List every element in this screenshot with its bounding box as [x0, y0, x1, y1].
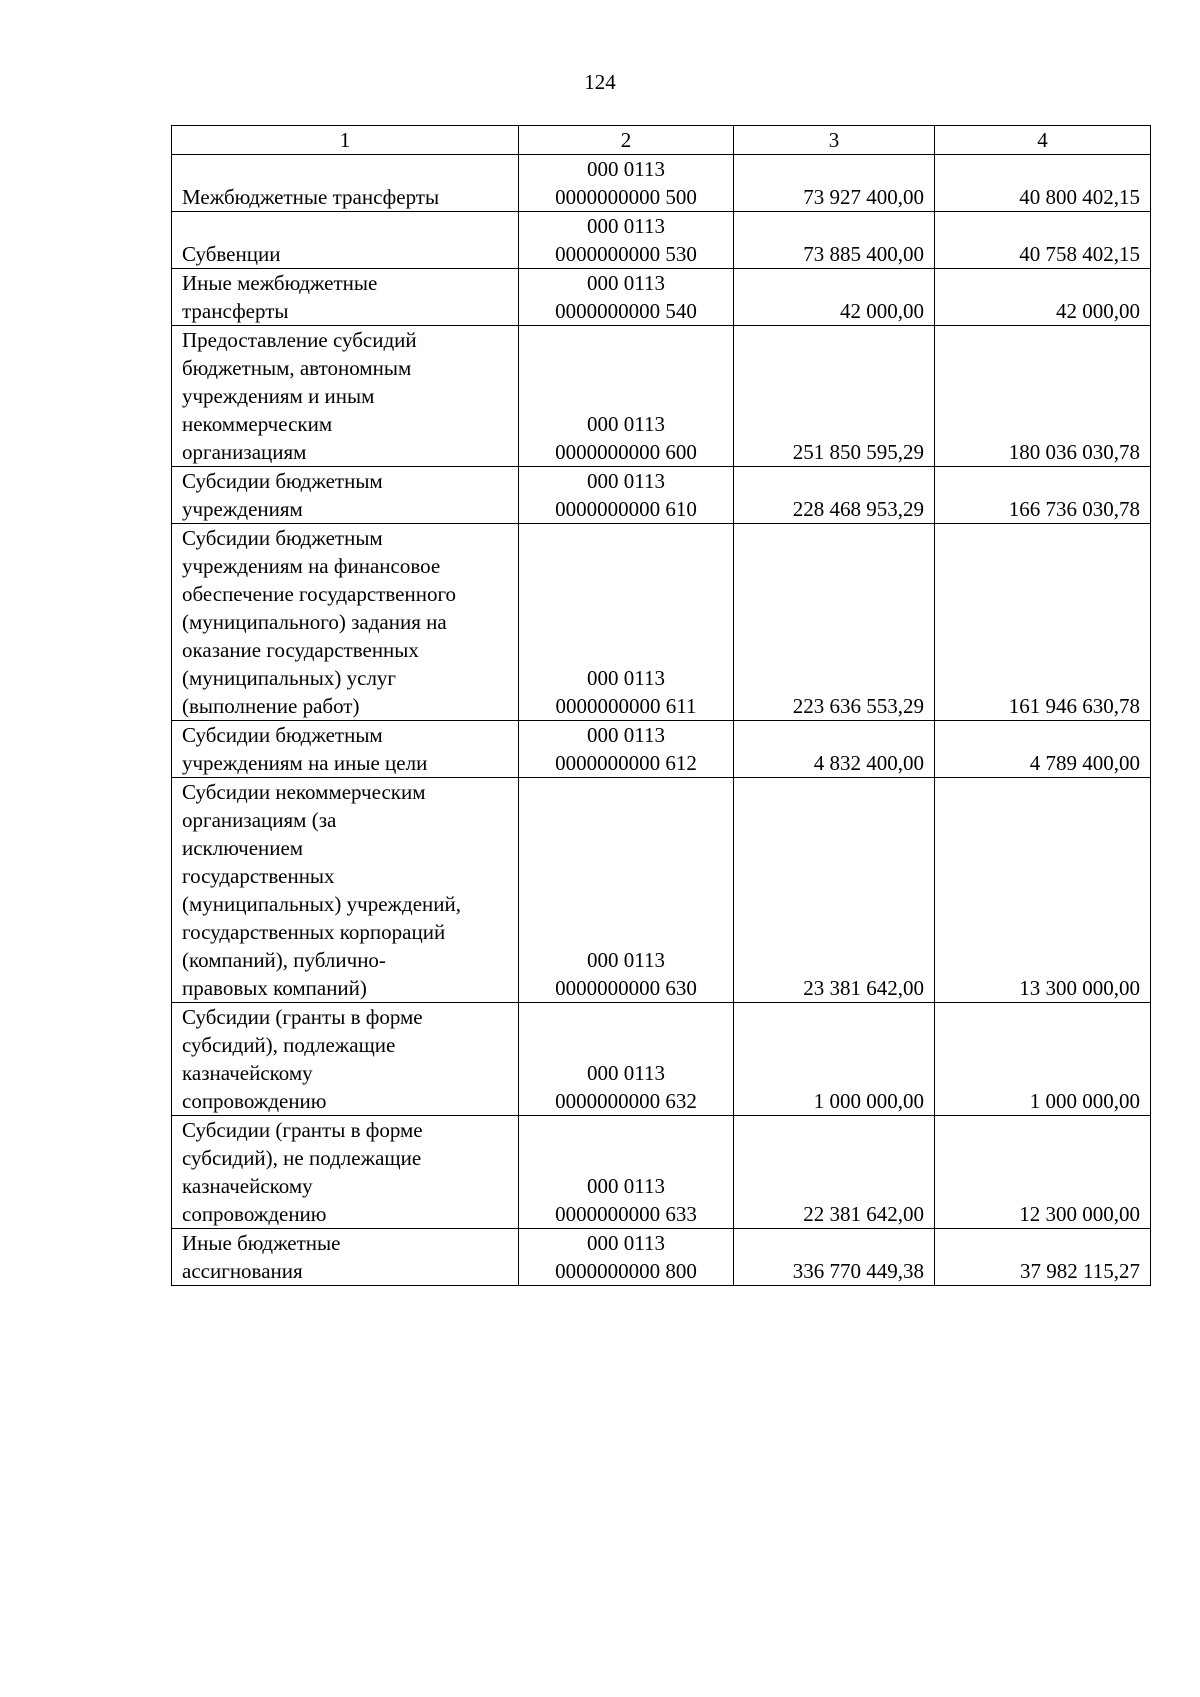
row-code-cell — [519, 1116, 734, 1229]
row-name-line: исключением — [182, 836, 304, 860]
row-value-col-3: 336 770 449,38 — [734, 1229, 935, 1286]
row-value-col-4: 12 300 000,00 — [935, 1116, 1151, 1229]
row-value-col-3: 73 927 400,00 — [734, 155, 935, 212]
row-name-line: Предоставление субсидий — [182, 328, 417, 352]
row-code-line: 0000000000 632 — [555, 1089, 697, 1113]
row-value-col-4: 1 000 000,00 — [935, 1003, 1151, 1116]
row-name-cell — [172, 721, 519, 778]
row-value-col-3: 228 468 953,29 — [734, 467, 935, 524]
row-name-line: Субсидии (гранты в форме — [182, 1118, 423, 1142]
row-value-col-4: 180 036 030,78 — [935, 326, 1151, 467]
header-col-4: 4 — [935, 126, 1151, 155]
row-code-cell — [519, 326, 734, 467]
row-code-line: 0000000000 530 — [555, 242, 697, 266]
row-code-line: 0000000000 630 — [555, 976, 697, 1000]
table-row — [172, 1003, 1151, 1116]
row-code-cell — [519, 1003, 734, 1116]
row-name-line: Иные бюджетные — [182, 1231, 341, 1255]
row-value-col-4: 13 300 000,00 — [935, 778, 1151, 1003]
table-row — [172, 721, 1151, 778]
row-name-line: Межбюджетные трансферты — [182, 185, 440, 209]
row-name-line: (выполнение работ) — [182, 694, 360, 718]
row-code-cell — [519, 269, 734, 326]
row-name-line: правовых компаний) — [182, 976, 367, 1000]
row-code-line: 000 0113 — [587, 412, 665, 436]
row-value-col-3: 251 850 595,29 — [734, 326, 935, 467]
row-name-cell — [172, 1229, 519, 1286]
row-name-cell — [172, 326, 519, 467]
row-name-line: учреждениям на финансовое — [182, 554, 441, 578]
header-col-2: 2 — [519, 126, 734, 155]
row-name-line: государственных — [182, 864, 335, 888]
row-value-col-3: 42 000,00 — [734, 269, 935, 326]
table-body — [172, 155, 1151, 1286]
row-name-line: обеспечение государственного — [182, 582, 457, 606]
row-name-line: казначейскому — [182, 1174, 313, 1198]
row-code-cell — [519, 524, 734, 721]
table-row — [172, 326, 1151, 467]
row-name-line: некоммерческим — [182, 412, 333, 436]
row-code-cell — [519, 1229, 734, 1286]
row-name-line: (муниципальных) учреждений, — [182, 892, 461, 916]
row-name-line: Субвенции — [182, 242, 281, 266]
row-name-line: субсидий), не подлежащие — [182, 1146, 422, 1170]
row-value-col-3: 23 381 642,00 — [734, 778, 935, 1003]
row-value-col-3: 223 636 553,29 — [734, 524, 935, 721]
row-value-col-4: 40 758 402,15 — [935, 212, 1151, 269]
row-name-line: Субсидии бюджетным — [182, 526, 383, 550]
row-code-line: 000 0113 — [587, 271, 665, 295]
row-name-cell — [172, 269, 519, 326]
row-name-line: трансферты — [182, 299, 289, 323]
row-code-line: 0000000000 612 — [555, 751, 697, 775]
row-name-line: учреждениям на иные цели — [182, 751, 428, 775]
row-name-cell — [172, 778, 519, 1003]
row-name-line: (муниципального) задания на — [182, 610, 447, 634]
row-name-line: субсидий), подлежащие — [182, 1033, 396, 1057]
page-number: 124 — [584, 70, 616, 94]
row-value-col-3: 1 000 000,00 — [734, 1003, 935, 1116]
row-name-line: государственных корпораций — [182, 920, 446, 944]
row-value-col-3: 73 885 400,00 — [734, 212, 935, 269]
row-name-cell — [172, 467, 519, 524]
row-code-line: 000 0113 — [587, 723, 665, 747]
row-name-line: Субсидии (гранты в форме — [182, 1005, 423, 1029]
row-code-cell — [519, 212, 734, 269]
row-code-cell — [519, 721, 734, 778]
row-name-cell — [172, 1003, 519, 1116]
table-row — [172, 1229, 1151, 1286]
row-name-line: сопровождению — [182, 1089, 327, 1113]
row-code-line: 0000000000 800 — [555, 1259, 697, 1283]
row-code-cell — [519, 467, 734, 524]
row-code-line: 000 0113 — [587, 469, 665, 493]
row-name-cell — [172, 1116, 519, 1229]
row-code-line: 000 0113 — [587, 666, 665, 690]
row-code-line: 000 0113 — [587, 157, 665, 181]
row-name-line: учреждениям и иным — [182, 384, 375, 408]
table-row — [172, 778, 1151, 1003]
row-code-line: 0000000000 633 — [555, 1202, 697, 1226]
row-code-line: 0000000000 500 — [555, 185, 697, 209]
row-name-line: оказание государственных — [182, 638, 419, 662]
header-row — [172, 126, 1151, 155]
row-name-line: организациям — [182, 440, 307, 464]
row-code-line: 0000000000 611 — [555, 694, 697, 718]
row-name-line: казначейскому — [182, 1061, 313, 1085]
row-name-line: Субсидии некоммерческим — [182, 780, 426, 804]
header-col-3: 3 — [734, 126, 935, 155]
row-name-line: Субсидии бюджетным — [182, 469, 383, 493]
row-code-line: 0000000000 600 — [555, 440, 697, 464]
table-row — [172, 524, 1151, 721]
row-name-line: (компаний), публично- — [182, 948, 386, 972]
header-col-1: 1 — [172, 126, 519, 155]
row-name-cell — [172, 212, 519, 269]
row-name-line: Субсидии бюджетным — [182, 723, 383, 747]
row-name-line: ассигнования — [182, 1259, 303, 1283]
table-row — [172, 467, 1151, 524]
row-value-col-4: 40 800 402,15 — [935, 155, 1151, 212]
row-name-line: учреждениям — [182, 497, 303, 521]
row-value-col-4: 42 000,00 — [935, 269, 1151, 326]
table-row — [172, 1116, 1151, 1229]
row-code-line: 000 0113 — [587, 214, 665, 238]
row-value-col-4: 4 789 400,00 — [935, 721, 1151, 778]
row-value-col-3: 22 381 642,00 — [734, 1116, 935, 1229]
table-row — [172, 269, 1151, 326]
row-value-col-4: 166 736 030,78 — [935, 467, 1151, 524]
row-code-line: 000 0113 — [587, 1231, 665, 1255]
table-header — [172, 126, 1151, 155]
row-name-line: сопровождению — [182, 1202, 327, 1226]
row-code-cell — [519, 155, 734, 212]
row-name-line: организациям (за — [182, 808, 337, 832]
table-row — [172, 212, 1151, 269]
row-name-cell — [172, 155, 519, 212]
row-code-cell — [519, 778, 734, 1003]
row-code-line: 000 0113 — [587, 1174, 665, 1198]
row-name-line: Иные межбюджетные — [182, 271, 378, 295]
row-value-col-4: 161 946 630,78 — [935, 524, 1151, 721]
row-value-col-3: 4 832 400,00 — [734, 721, 935, 778]
row-name-line: (муниципальных) услуг — [182, 666, 397, 690]
row-name-cell — [172, 524, 519, 721]
row-value-col-4: 37 982 115,27 — [935, 1229, 1151, 1286]
row-code-line: 000 0113 — [587, 1061, 665, 1085]
row-code-line: 000 0113 — [587, 948, 665, 972]
row-code-line: 0000000000 540 — [555, 299, 697, 323]
budget-table — [171, 125, 1151, 1286]
row-name-line: бюджетным, автономным — [182, 356, 412, 380]
table-row — [172, 155, 1151, 212]
row-code-line: 0000000000 610 — [555, 497, 697, 521]
